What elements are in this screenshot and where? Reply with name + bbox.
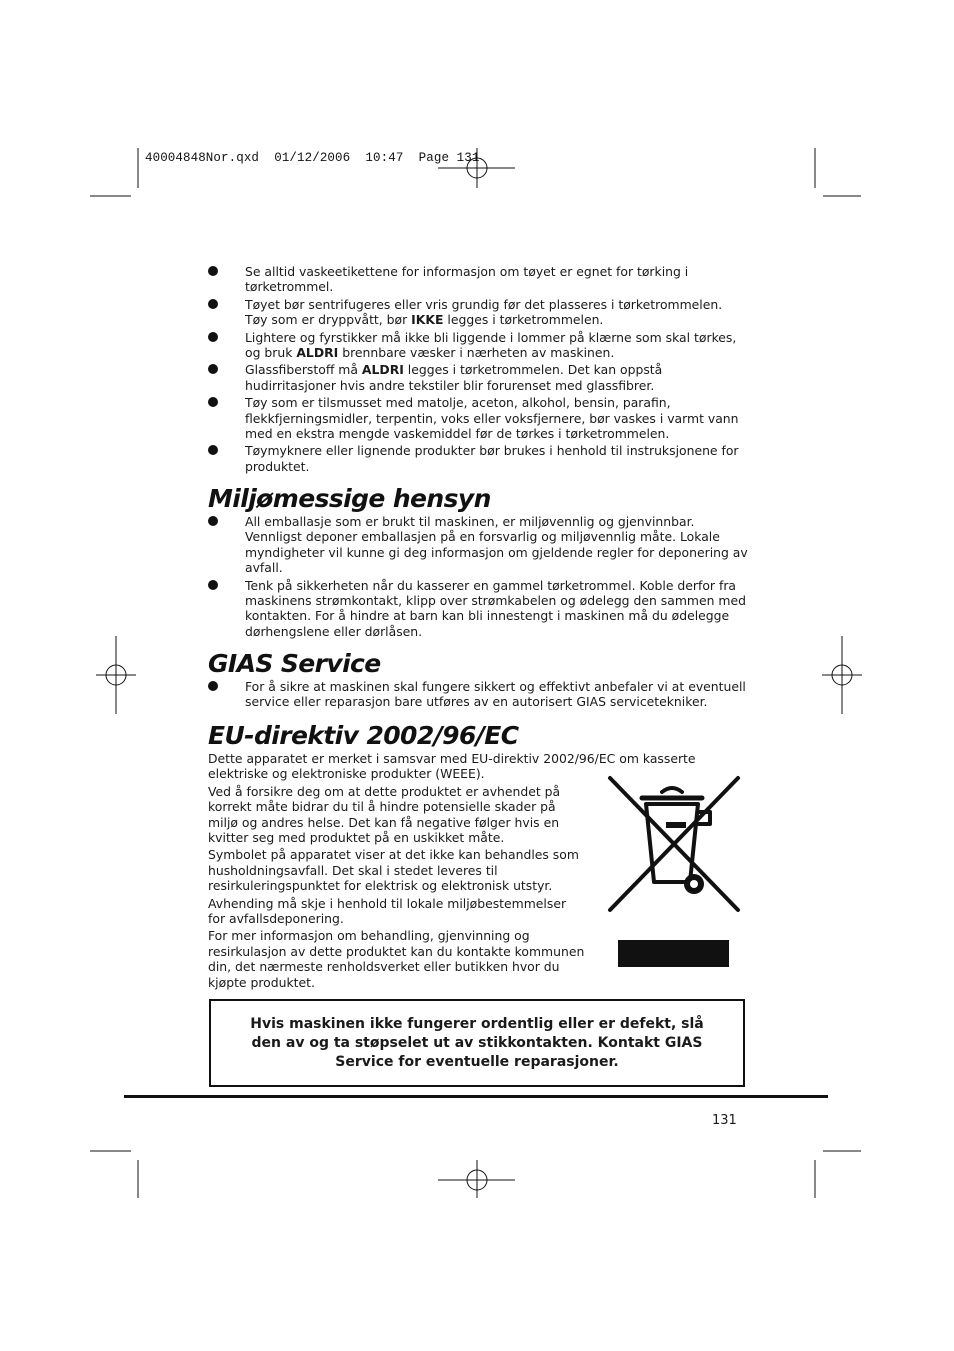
section-heading: EU-direktiv 2002/96/EC xyxy=(208,721,519,750)
gias-list xyxy=(208,679,748,710)
intro-paragraph: Dette apparatet er merket i samsvar med EU-direktiv 2002/96/EC om kasserte elektriske og elektroniske produkter (WEEE). xyxy=(208,751,696,782)
bullet-icon xyxy=(208,266,218,276)
list-item: Tøy som er tilsmusset med matolje, aceton, alkohol, bensin, parafin, flekkfjerningsmidler, terpentin, voks eller voksfjernere, bør vaskes i varmt vann med en ekstra mengde vaskemiddel før de tørkes i tørketrommelen. xyxy=(208,395,748,441)
bullet-icon xyxy=(208,364,218,374)
bullet-icon xyxy=(208,681,218,691)
list-item: Se alltid vaskeetikettene for informasjon om tøyet er egnet for tørking i tørketrommel. xyxy=(208,264,748,295)
paragraph: Ved å forsikre deg om at dette produktet er avhendet på korrekt måte bidrar du til å hindre potensielle skader på miljø og andres helse. Det kan få negative følger hvis en kvitter seg med produktet på en uskikket måte. xyxy=(208,783,561,846)
print-slug: 40004848Nor.qxd 01/12/2006 10:47 Page 131 xyxy=(145,151,480,165)
notice-box xyxy=(209,999,745,1087)
notice-text: Hvis maskinen ikke fungerer ordentlig eller er defekt, slå den av og ta støpselet ut av stikkontakten. Kontakt GIAS Service for eventuelle reparasjoner. xyxy=(250,1015,704,1070)
list-item: Tenk på sikkerheten når du kasserer en gammel tørketrommel. Koble derfor fra maskinens strømkontakt, klipp over strømkabelen og ødelegg den sammen med kontakten. For å hindre at barn kan bli innestengt i maskinen må du ødelegge dørhengslene eller dørlåsen. xyxy=(208,578,748,640)
list-item: Tøyet bør sentrifugeres eller vris grundig før det plasseres i tørketrommelen. Tøy som er dryppvått, bør IKKE legges i tørketrommelen. xyxy=(208,297,748,328)
environment-list xyxy=(208,514,748,639)
bullet-icon xyxy=(208,397,218,407)
bullet-icon xyxy=(208,445,218,455)
weee-bar xyxy=(618,940,729,967)
list-item: Tøymyknere eller lignende produkter bør brukes i henhold til instruksjonene for produktet. xyxy=(208,443,748,474)
list-item: For å sikre at maskinen skal fungere sikkert og effektivt anbefaler vi at eventuell service eller reparasjon bare utføres av en autorisert GIAS servicetekniker. xyxy=(208,679,748,710)
section-heading: GIAS Service xyxy=(208,649,381,678)
tips-list xyxy=(208,264,748,474)
environment-section xyxy=(208,484,748,641)
section-heading: Miljømessige hensyn xyxy=(208,484,491,513)
bullet-icon xyxy=(208,516,218,526)
bullet-icon xyxy=(208,332,218,342)
weee-bin-icon xyxy=(606,772,742,914)
paragraph: Avhending må skje i henhold til lokale miljøbestemmelser for avfallsdeponering. xyxy=(208,895,567,927)
tips-section xyxy=(208,264,748,476)
list-item: Lightere og fyrstikker må ikke bli liggende i lommer på klærne som skal tørkes, og bruk ALDRI brennbare væsker i nærheten av maskinen. xyxy=(208,330,748,361)
paragraph: For mer informasjon om behandling, gjenvinning og resirkulasjon av dette produktet kan du kontakte kommunen din, det nærmeste renholdsverket eller butikken hvor du kjøpte produktet. xyxy=(208,928,585,990)
bullet-icon xyxy=(208,580,218,590)
page-number: 131 xyxy=(712,1113,737,1128)
bullet-icon xyxy=(208,299,218,309)
paragraph: Symbolet på apparatet viser at det ikke kan behandles som husholdningsavfall. Det skal i stedet leveres til resirkuleringspunktet for elektrisk og elektronisk utstyr. xyxy=(208,847,579,894)
list-item: Glassfiberstoff må ALDRI legges i tørketrommelen. Det kan oppstå hudirritasjoner hvis andre tekstiler blir forurenset med glassfibrer. xyxy=(208,362,748,393)
list-item: All emballasje som er brukt til maskinen, er miljøvennlig og gjenvinnbar. Vennligst deponer emballasjen på en forsvarlig og miljøvennlig måte. Lokale myndigheter vil kunne gi deg informasjon om gjeldende regler for deponering av avfall. xyxy=(208,514,748,576)
footer-rule xyxy=(124,1095,828,1098)
gias-section xyxy=(208,649,748,712)
